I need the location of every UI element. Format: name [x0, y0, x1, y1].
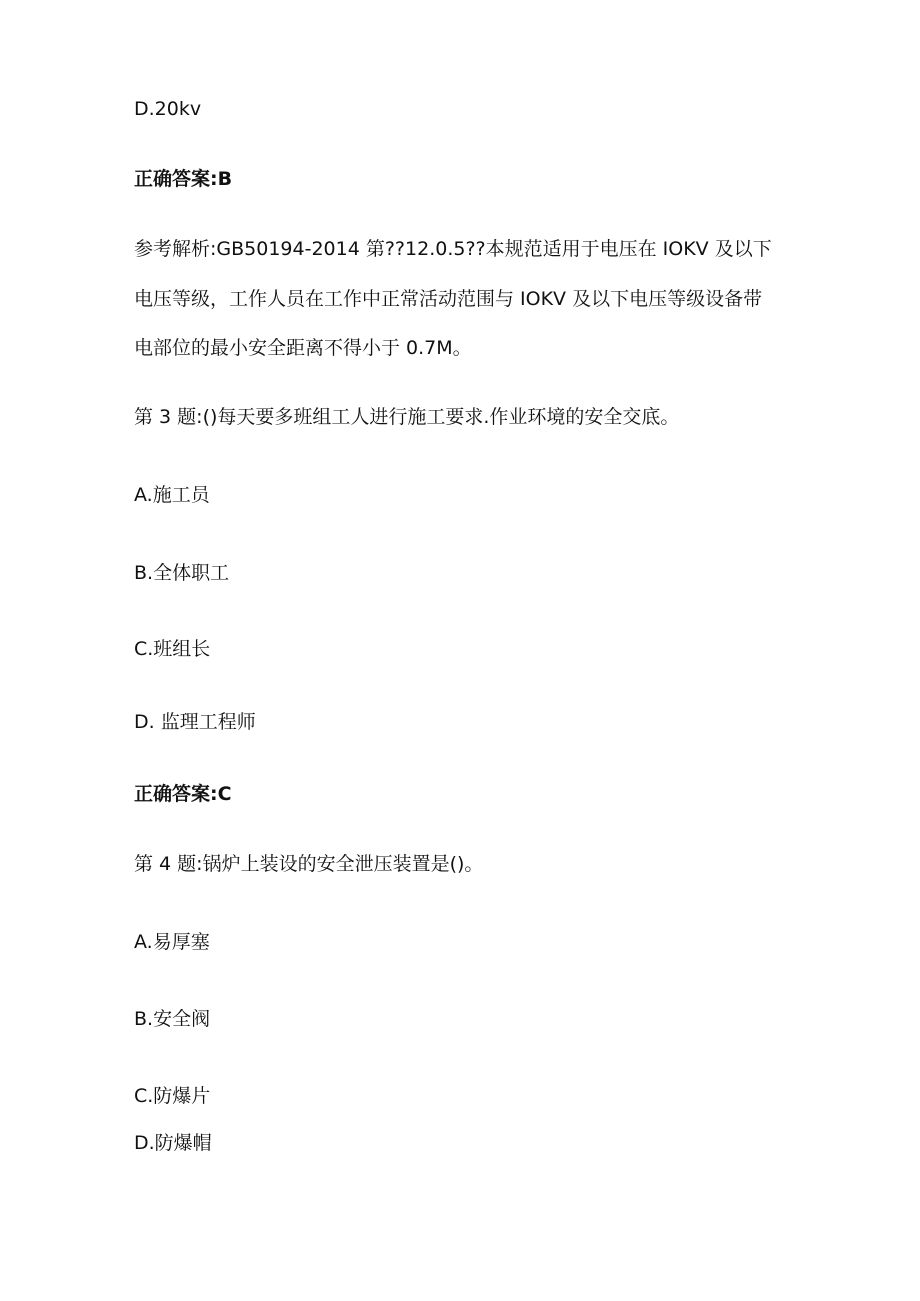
q3-option-c: C.班组长 [134, 638, 211, 660]
q4-option-d: D.防爆帽 [134, 1132, 212, 1154]
q4-option-a: A.易厚塞 [134, 931, 210, 953]
q2-answer: 正确答案:B [134, 168, 233, 190]
q2-analysis-line-3: 电部位的最小安全距离不得小于 0.7M。 [134, 337, 472, 359]
q2-analysis-line-2: 电压等级，工作人员在工作中正常活动范围与 IOKV 及以下电压等级设备带 [134, 288, 763, 310]
q4-question: 第 4 题:锅炉上装设的安全泄压装置是()。 [134, 853, 484, 875]
q3-option-d: D. 监理工程师 [134, 711, 256, 733]
q3-option-b: B.全体职工 [134, 562, 230, 584]
q2-analysis-line-1: 参考解析:GB50194-2014 第??12.0.5??本规范适用于电压在 IOKV 及以下 [134, 238, 772, 260]
q4-option-c: C.防爆片 [134, 1085, 211, 1107]
q3-option-a: A.施工员 [134, 484, 210, 506]
q2-option-d: D.20kv [134, 98, 202, 120]
q3-question: 第 3 题:()每天要多班组工人进行施工要求.作业环境的安全交底。 [134, 406, 680, 428]
q4-option-b: B.安全阀 [134, 1008, 211, 1030]
q3-answer: 正确答案:C [134, 783, 232, 805]
